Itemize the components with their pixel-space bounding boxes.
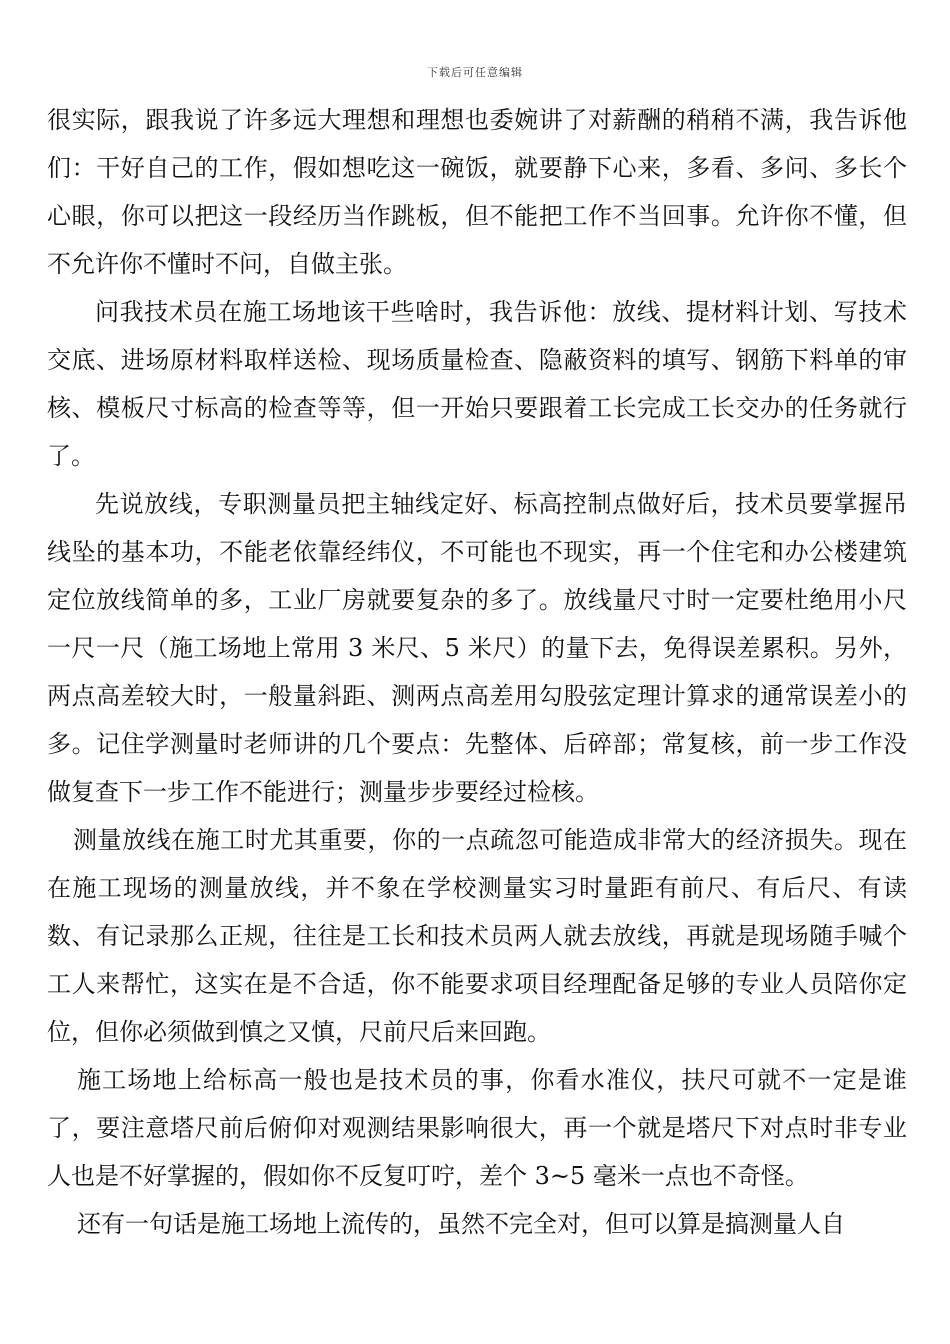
paragraph-3: 先说放线，专职测量员把主轴线定好、标高控制点做好后，技术员要掌握吊线坠的基本功，不能老依靠经纬仪，不可能也不现实，再一个住宅和办公楼建筑定位放线简单的多，工业厂房就要复杂的多了。放线量尺寸时一定要杜绝用小尺一尺一尺（施工场地上常用 3 米尺、5 米尺）的量下去，免得误差累积。另外，两点高差较大时，一般量斜距、测两点高差用勾股弦定理计算求的通常误差小的多。记住学测量时老师讲的几个要点：先整体、后碎部；常复核，前一步工作没做复查下一步工作不能进行；测量步步要经过检核。 xyxy=(47,490,907,806)
document-body xyxy=(47,96,907,1248)
paragraph-1: 很实际，跟我说了许多远大理想和理想也委婉讲了对薪酬的稍稍不满，我告诉他们：干好自己的工作，假如想吃这一碗饭，就要静下心来，多看、多问、多长个心眼，你可以把这一段经历当作跳板，但不能把工作不当回事。允许你不懂，但不允许你不懂时不问，自做主张。 xyxy=(47,106,907,278)
paragraph-6: 还有一句话是施工场地上流传的，虽然不完全对，但可以算是搞测量人自 xyxy=(77,1210,845,1238)
page-header: 下载后可任意编辑 xyxy=(427,66,523,79)
paragraph-2: 问我技术员在施工场地该干些啥时，我告诉他：放线、提材料计划、写技术交底、进场原材料取样送检、现场质量检查、隐蔽资料的填写、钢筋下料单的审核、模板尺寸标高的检查等等，但一开始只要跟着工长完成工长交办的任务就行了。 xyxy=(47,298,907,470)
paragraph-5: 施工场地上给标高一般也是技术员的事，你看水准仪，扶尺可就不一定是谁了，要注意塔尺前后俯仰对观测结果影响很大，再一个就是塔尺下对点时非专业人也是不好掌握的，假如你不反复叮咛，差个 3~5 毫米一点也不奇怪。 xyxy=(47,1066,907,1190)
paragraph-4: 测量放线在施工时尤其重要，你的一点疏忽可能造成非常大的经济损失。现在在施工现场的测量放线，并不象在学校测量实习时量距有前尺、有后尺、有读数、有记录那么正规，往往是工长和技术员两人就去放线，再就是现场随手喊个工人来帮忙，这实在是不合适，你不能要求项目经理配备足够的专业人员陪你定位，但你必须做到慎之又慎，尺前尺后来回跑。 xyxy=(47,826,907,1046)
